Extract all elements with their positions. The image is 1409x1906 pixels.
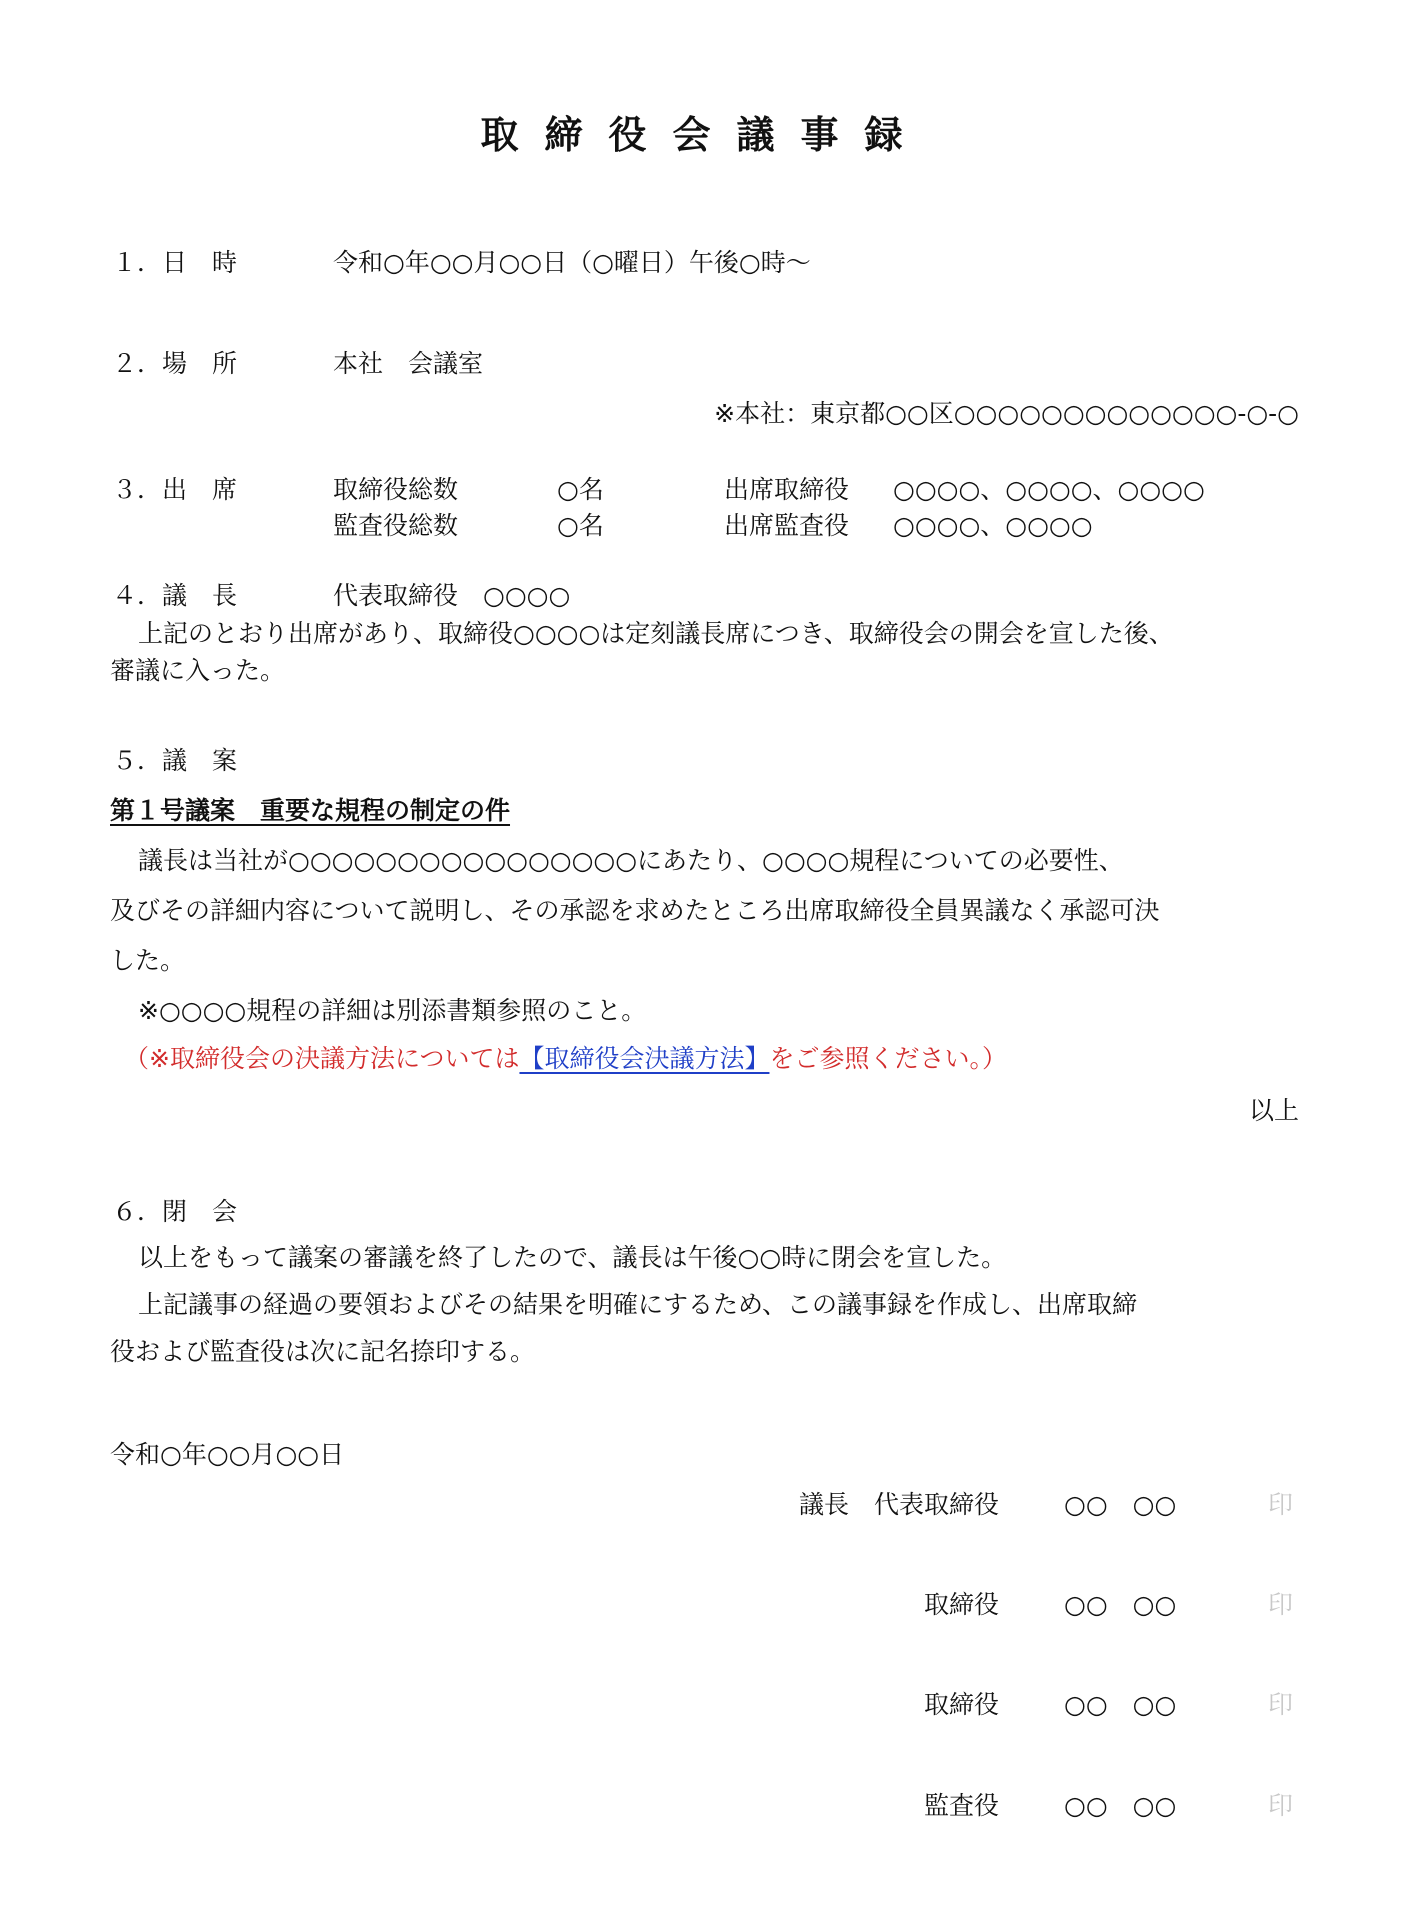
signature-role: 監査役 bbox=[923, 1791, 999, 1820]
seal-mark: 印 bbox=[1268, 1690, 1294, 1719]
section-3-label: ３．出 席 bbox=[112, 475, 238, 504]
attending-auditors-value: ○○○○、○○○○ bbox=[893, 511, 1093, 540]
chairperson: 代表取締役 ○○○○ bbox=[333, 581, 571, 610]
agenda-title: 第１号議案 重要な規程の制定の件 bbox=[110, 796, 511, 825]
section-5-label: ５．議 案 bbox=[112, 746, 238, 775]
attending-auditors-label: 出席監査役 bbox=[724, 511, 850, 540]
reference-suffix: をご参照ください。） bbox=[769, 1044, 1007, 1073]
signature-name: ○○ ○○ bbox=[1064, 1690, 1177, 1719]
signature-name: ○○ ○○ bbox=[1064, 1490, 1177, 1519]
resolution-method-link[interactable]: 【取締役会決議方法】 bbox=[519, 1044, 770, 1073]
section-1-label: １．日 時 bbox=[112, 248, 238, 277]
meeting-place: 本社 会議室 bbox=[333, 349, 484, 378]
section-4-label: ４．議 長 bbox=[112, 581, 238, 610]
auditors-total-value: ○名 bbox=[557, 511, 604, 540]
document-date: 令和○年○○月○○日 bbox=[110, 1440, 345, 1469]
directors-total-value: ○名 bbox=[557, 475, 604, 504]
reference-prefix: （※取締役会の決議方法については bbox=[124, 1044, 520, 1073]
attending-directors-label: 出席取締役 bbox=[724, 475, 850, 504]
document-title: 取締役会議事録 bbox=[480, 113, 929, 157]
section-4-paragraph-line-2: 審議に入った。 bbox=[110, 656, 286, 685]
signature-role: 取締役 bbox=[923, 1590, 999, 1619]
section-4-paragraph-line-1: 上記のとおり出席があり、取締役○○○○は定刻議長席につき、取締役会の開会を宣した後、 bbox=[138, 619, 1174, 648]
auditors-total-label: 監査役総数 bbox=[333, 511, 459, 540]
agenda-paragraph-line-1: 議長は当社が○○○○○○○○○○○○○○○○にあたり、○○○○規程についての必要性、 bbox=[138, 846, 1124, 875]
attending-directors-value: ○○○○、○○○○、○○○○ bbox=[893, 475, 1205, 504]
section-6-label: ６．閉 会 bbox=[112, 1197, 238, 1226]
address-note: ※本社：東京都○○区○○○○○○○○○○○○○-○-○ bbox=[714, 399, 1299, 428]
signature-name: ○○ ○○ bbox=[1064, 1791, 1177, 1820]
closing-line-1: 以上をもって議案の審議を終了したので、議長は午後○○時に閉会を宣した。 bbox=[138, 1243, 1007, 1272]
agenda-paragraph-line-3: した。 bbox=[110, 946, 186, 975]
section-2-label: ２．場 所 bbox=[112, 349, 238, 378]
signature-name: ○○ ○○ bbox=[1064, 1590, 1177, 1619]
directors-total-label: 取締役総数 bbox=[333, 475, 459, 504]
meeting-datetime: 令和○年○○月○○日（○曜日）午後○時～ bbox=[333, 248, 811, 277]
seal-mark: 印 bbox=[1268, 1490, 1294, 1519]
agenda-paragraph-line-2: 及びその詳細内容について説明し、その承認を求めたところ出席取締役全員異議なく承認可決 bbox=[110, 896, 1160, 925]
agenda-note: ※○○○○規程の詳細は別添書類参照のこと。 bbox=[138, 996, 647, 1025]
signature-role: 議長 代表取締役 bbox=[798, 1490, 999, 1519]
seal-mark: 印 bbox=[1268, 1791, 1294, 1820]
signature-role: 取締役 bbox=[923, 1690, 999, 1719]
reference-note bbox=[124, 1044, 1007, 1074]
seal-mark: 印 bbox=[1268, 1590, 1294, 1619]
closing-line-3: 役および監査役は次に記名捺印する。 bbox=[110, 1337, 536, 1366]
end-mark: 以上 bbox=[1248, 1096, 1299, 1125]
closing-line-2: 上記議事の経過の要領およびその結果を明確にするため、この議事録を作成し、出席取締 bbox=[138, 1290, 1138, 1319]
